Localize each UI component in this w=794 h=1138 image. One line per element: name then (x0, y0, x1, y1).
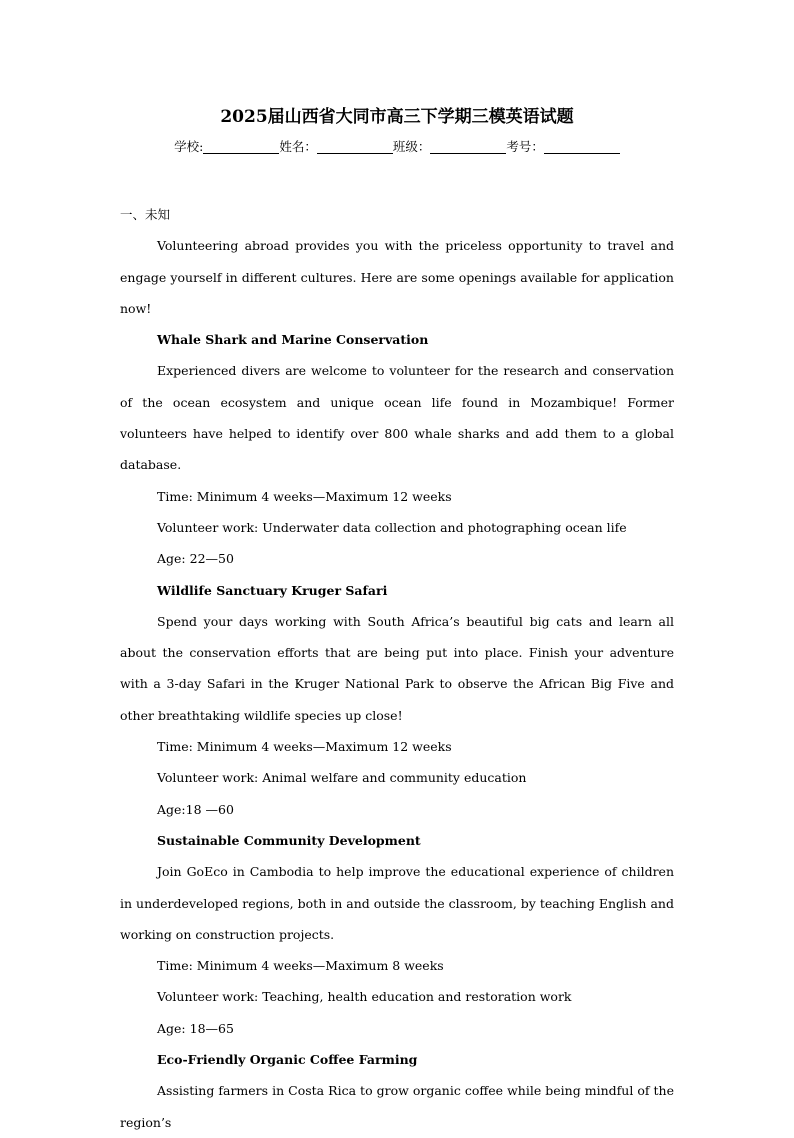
program-age: Age: 18—65 (157, 1020, 234, 1036)
program-title: Wildlife Sanctuary Kruger Safari (157, 582, 388, 598)
name-label: 姓名： (279, 139, 317, 154)
class-blank[interactable] (430, 139, 506, 154)
program-time: Time: Minimum 4 weeks—Maximum 12 weeks (157, 488, 452, 504)
program-time: Time: Minimum 4 weeks—Maximum 12 weeks (157, 739, 452, 755)
exam-number-label: 考号： (506, 139, 544, 154)
program-title: Whale Shark and Marine Conservation (157, 332, 429, 348)
intro-paragraph: Volunteering abroad provides you with the priceless opportunity to travel and engage yourself in different cultures. Here are some openings available for application now! (120, 238, 674, 316)
name-blank[interactable] (317, 139, 393, 154)
school-label: 学校: (174, 139, 204, 154)
program-work: Volunteer work: Underwater data collection and photographing ocean life (157, 519, 627, 535)
program-description: Assisting farmers in Costa Rica to grow organic coffee while being mindful of the region’s (120, 1083, 674, 1130)
program-title: Sustainable Community Development (157, 832, 421, 848)
program-work: Volunteer work: Teaching, health education and restoration work (157, 989, 572, 1005)
program-title: Eco-Friendly Organic Coffee Farming (157, 1052, 418, 1068)
section-heading: 一、未知 (120, 207, 171, 222)
program-age: Age: 22—50 (157, 551, 234, 567)
program-age: Age:18 —60 (157, 801, 234, 817)
program-work: Volunteer work: Animal welfare and community education (157, 770, 527, 786)
passage-body (120, 199, 674, 1138)
program-description: Experienced divers are welcome to volunteer for the research and conservation of the ocean ecosystem and unique ocean life found in Mozambique! Former volunteers have helped to identify over 800 whale sharks and add them to a global database. (120, 363, 674, 473)
program-time: Time: Minimum 4 weeks—Maximum 8 weeks (157, 958, 444, 974)
student-info-line (0, 137, 794, 157)
program-description: Spend your days working with South Africa’s beautiful big cats and learn all about the conservation efforts that are being put into place. Finish your adventure with a 3-day Safari in the Kruger National Park to observe the African Big Five and other breathtaking wildlife species up close! (120, 613, 674, 723)
exam-number-blank[interactable] (544, 139, 620, 154)
program-description: Join GoEco in Cambodia to help improve the educational experience of children in underdeveloped regions, both in and outside the classroom, by teaching English and working on construction projects. (120, 864, 674, 942)
school-blank[interactable] (203, 139, 279, 154)
page-title: 2025届山西省大同市高三下学期三模英语试题 (220, 107, 574, 127)
class-label: 班级： (392, 139, 431, 154)
